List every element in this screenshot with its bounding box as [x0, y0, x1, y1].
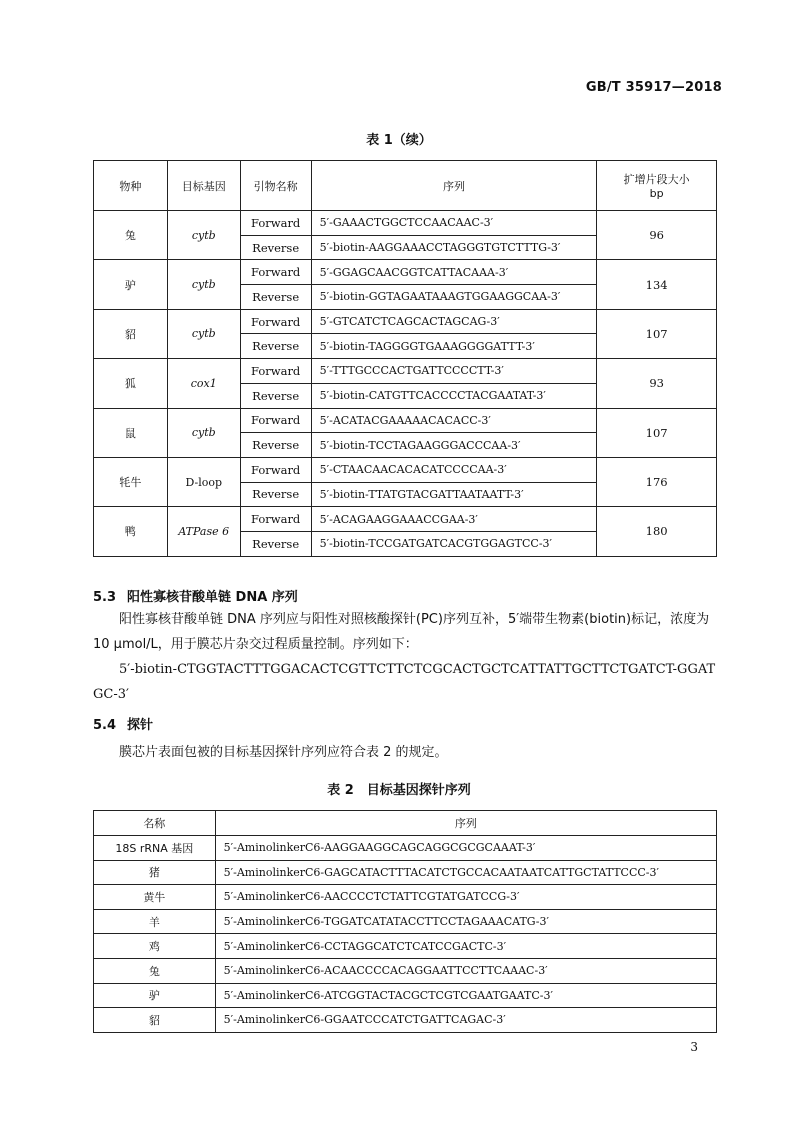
species-cell: 鸭	[94, 507, 168, 556]
probe-sequence-cell: 5′-AminolinkerC6-ATCGGTACTACGCTCGTCGAATGAATC-3′	[215, 983, 716, 1008]
probe-table-body	[94, 836, 717, 1033]
primer-name-cell: Reverse	[240, 482, 311, 507]
primer-table-body	[94, 211, 717, 557]
sequence-cell: 5′-biotin-GGTAGAATAAAGTGGAAGGCAA-3′	[311, 285, 597, 310]
probe-table	[93, 810, 717, 1033]
gene-cell: cytb	[167, 309, 240, 358]
primer-name-cell: Forward	[240, 408, 311, 433]
probe-sequence-cell: 5′-AminolinkerC6-TGGATCATATACCTTCCTAGAAACATG-3′	[215, 909, 716, 934]
sequence-cell: 5′-ACATACGAAAAACACACC-3′	[311, 408, 597, 433]
primer-name-cell: Forward	[240, 507, 311, 532]
probe-name-cell: 猪	[94, 860, 216, 885]
probe-sequence-cell: 5′-AminolinkerC6-AACCCCTCTATTCGTATGATCCG-3′	[215, 885, 716, 910]
section-number: 5.4	[93, 718, 117, 733]
sequence-cell: 5′-biotin-AAGGAAACCTAGGGTGTCTTTG-3′	[311, 235, 597, 260]
probe-sequence-cell: 5′-AminolinkerC6-CCTAGGCATCTCATCCGACTC-3′	[215, 934, 716, 959]
table-row	[94, 836, 717, 861]
section-5-3-heading	[93, 586, 298, 605]
section-5-4-paragraph: 膜芯片表面包被的目标基因探针序列应符合表 2 的规定。	[119, 745, 448, 760]
header-primer: 引物名称	[240, 161, 311, 211]
table-header-row	[94, 811, 717, 836]
header-species: 物种	[94, 161, 168, 211]
species-cell: 貂	[94, 309, 168, 358]
size-cell: 93	[597, 359, 717, 408]
table-header-row	[94, 161, 717, 211]
gene-cell: cytb	[167, 211, 240, 260]
probe-sequence-cell: 5′-AminolinkerC6-AAGGAAGGCAGCAGGCGCGCAAAT-3′	[215, 836, 716, 861]
table-row	[94, 211, 717, 236]
gene-cell: cytb	[167, 408, 240, 457]
sequence-cell: 5′-GTCATCTCAGCACTAGCAG-3′	[311, 309, 597, 334]
header-size	[597, 161, 717, 211]
header-sequence: 序列	[215, 811, 716, 836]
table-row	[94, 507, 717, 532]
primer-name-cell: Forward	[240, 457, 311, 482]
gene-cell: cytb	[167, 260, 240, 309]
table-row	[94, 1008, 717, 1033]
table-row	[94, 983, 717, 1008]
size-cell: 107	[597, 309, 717, 358]
probe-name-cell: 驴	[94, 983, 216, 1008]
positive-sequence: 5′-biotin-CTGGTACTTTGGACACTCGTTCTTCTCGCACTGCTCATTATTGCTTCTGATCT-GGATGC-3′	[93, 662, 716, 702]
size-cell: 134	[597, 260, 717, 309]
species-cell: 驴	[94, 260, 168, 309]
sequence-cell: 5′-biotin-TTATGTACGATTAATAATT-3′	[311, 482, 597, 507]
sequence-cell: 5′-biotin-CATGTTCACCCCTACGAATAT-3′	[311, 383, 597, 408]
gene-cell: cox1	[167, 359, 240, 408]
table-row	[94, 260, 717, 285]
primer-table	[93, 160, 717, 557]
probe-sequence-cell: 5′-AminolinkerC6-ACAACCCCACAGGAATTCCTTCAAAC-3′	[215, 958, 716, 983]
section-number: 5.3	[93, 590, 117, 605]
primer-name-cell: Reverse	[240, 531, 311, 556]
species-cell: 鼠	[94, 408, 168, 457]
sequence-cell: 5′-biotin-TCCTAGAAGGGACCCAA-3′	[311, 433, 597, 458]
table-row	[94, 457, 717, 482]
table-row	[94, 885, 717, 910]
standard-code: GB/T 35917—2018	[585, 80, 722, 95]
size-cell: 107	[597, 408, 717, 457]
table1-caption: 表 1（续）	[366, 133, 432, 148]
header-name: 名称	[94, 811, 216, 836]
primer-name-cell: Reverse	[240, 285, 311, 310]
header-gene: 目标基因	[167, 161, 240, 211]
table-row	[94, 958, 717, 983]
sequence-cell: 5′-ACAGAAGGAAACCGAA-3′	[311, 507, 597, 532]
table-row	[94, 408, 717, 433]
section-title: 探针	[127, 718, 154, 733]
table-row	[94, 860, 717, 885]
primer-name-cell: Forward	[240, 309, 311, 334]
primer-name-cell: Forward	[240, 260, 311, 285]
species-cell: 兔	[94, 211, 168, 260]
primer-name-cell: Reverse	[240, 383, 311, 408]
table2-caption: 表 2 目标基因探针序列	[327, 783, 471, 798]
primer-name-cell: Forward	[240, 359, 311, 384]
header-size-line1: 扩增片段大小	[623, 173, 690, 186]
sequence-cell: 5′-CTAACAACACACATCCCCAA-3′	[311, 457, 597, 482]
sequence-cell: 5′-TTTGCCCACTGATTCCCCTT-3′	[311, 359, 597, 384]
primer-name-cell: Forward	[240, 211, 311, 236]
gene-cell: D-loop	[167, 457, 240, 506]
primer-name-cell: Reverse	[240, 235, 311, 260]
section-5-3-paragraph: 阳性寡核苷酸单链 DNA 序列应与阳性对照核酸探针(PC)序列互补，5′端带生物素(biotin)标记，浓度为 10 μmol/L，用于膜芯片杂交过程质量控制。序列如下：	[93, 612, 710, 652]
table-row	[94, 934, 717, 959]
probe-name-cell: 鸡	[94, 934, 216, 959]
table-row	[94, 359, 717, 384]
probe-name-cell: 兔	[94, 958, 216, 983]
sequence-cell: 5′-biotin-TCCGATGATCACGTGGAGTCC-3′	[311, 531, 597, 556]
primer-name-cell: Reverse	[240, 433, 311, 458]
sequence-cell: 5′-GGAGCAACGGTCATTACAAA-3′	[311, 260, 597, 285]
size-cell: 96	[597, 211, 717, 260]
gene-cell: ATPase 6	[167, 507, 240, 556]
probe-name-cell: 黄牛	[94, 885, 216, 910]
species-cell: 狐	[94, 359, 168, 408]
page-number: 3	[690, 1040, 698, 1054]
table-row	[94, 309, 717, 334]
probe-sequence-cell: 5′-AminolinkerC6-GGAATCCCATCTGATTCAGAC-3′	[215, 1008, 716, 1033]
header-size-line2: bp	[649, 187, 664, 200]
sequence-cell: 5′-GAAACTGGCTCCAACAAC-3′	[311, 211, 597, 236]
probe-name-cell: 18S rRNA 基因	[94, 836, 216, 861]
header-sequence: 序列	[311, 161, 597, 211]
section-title: 阳性寡核苷酸单链 DNA 序列	[127, 590, 298, 605]
table-row	[94, 909, 717, 934]
size-cell: 176	[597, 457, 717, 506]
species-cell: 牦牛	[94, 457, 168, 506]
section-5-4-heading	[93, 714, 153, 733]
probe-name-cell: 貂	[94, 1008, 216, 1033]
probe-sequence-cell: 5′-AminolinkerC6-GAGCATACTTTACATCTGCCACAATAATCATTGCTATTCCC-3′	[215, 860, 716, 885]
probe-name-cell: 羊	[94, 909, 216, 934]
sequence-cell: 5′-biotin-TAGGGGTGAAAGGGGATTT-3′	[311, 334, 597, 359]
size-cell: 180	[597, 507, 717, 556]
primer-name-cell: Reverse	[240, 334, 311, 359]
